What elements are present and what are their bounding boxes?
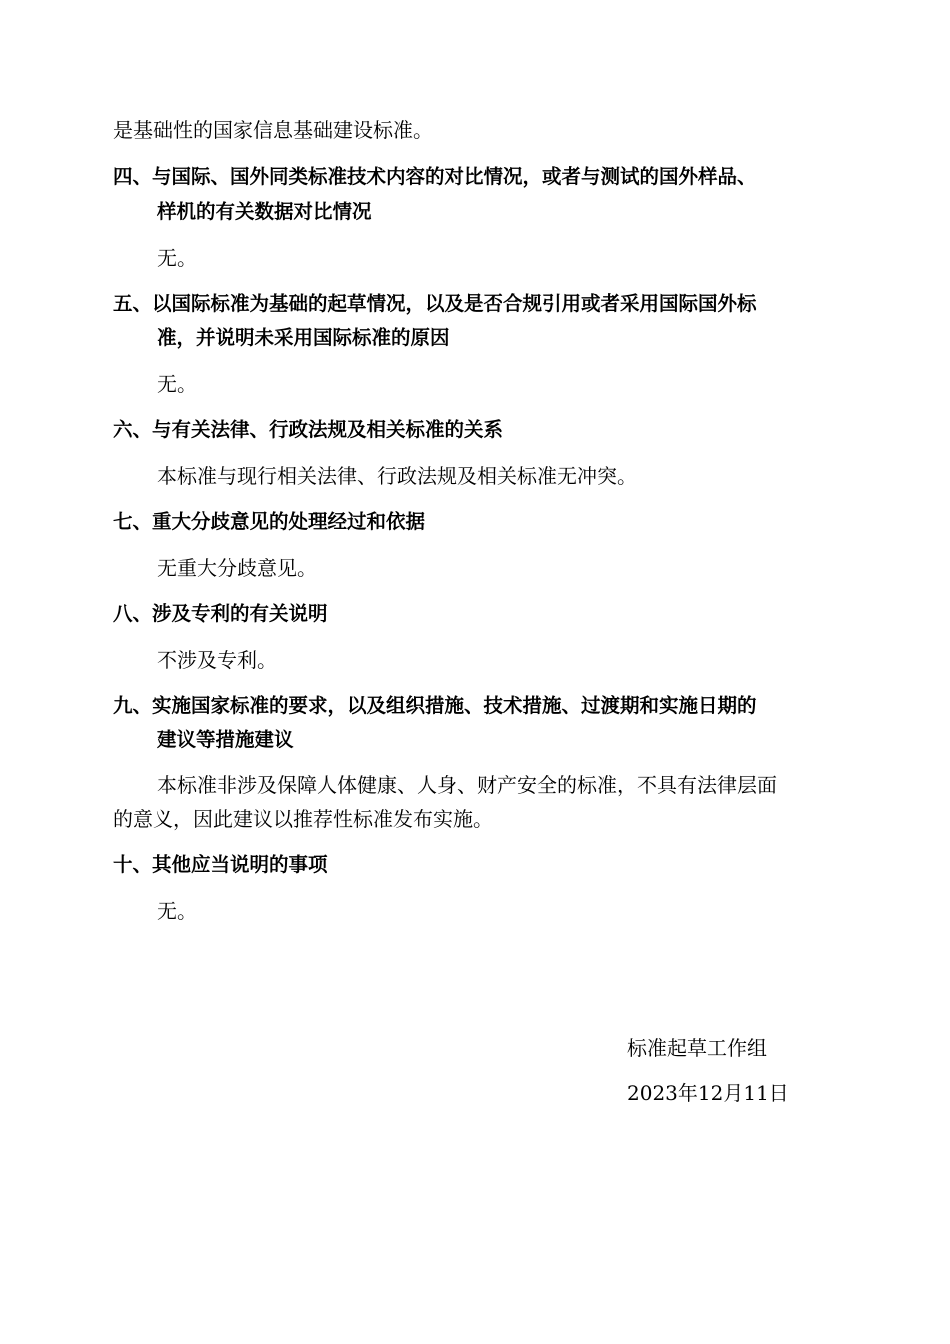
section-7-heading: 七、重大分歧意见的处理经过和依据: [113, 510, 426, 533]
signature-date: 2023年12月11日: [627, 1081, 789, 1105]
intro-tail-text: 是基础性的国家信息基础建设标准。: [113, 118, 433, 142]
section-5-heading-line-2: 准，并说明未采用国际标准的原因: [157, 326, 450, 349]
section-5-body: 无。: [157, 372, 197, 396]
section-4-heading-line-1: 四、与国际、国外同类标准技术内容的对比情况，或者与测试的国外样品、: [113, 165, 757, 188]
section-5-heading-line-1: 五、以国际标准为基础的起草情况，以及是否合规引用或者采用国际国外标: [113, 292, 757, 315]
section-8-heading: 八、涉及专利的有关说明: [113, 602, 328, 625]
section-10-body: 无。: [157, 899, 197, 923]
section-9-body-line-2: 的意义，因此建议以推荐性标准发布实施。: [113, 807, 493, 831]
section-8-body: 不涉及专利。: [157, 648, 277, 672]
section-9-heading-line-2: 建议等措施建议: [157, 728, 294, 751]
section-10-heading: 十、其他应当说明的事项: [113, 853, 328, 876]
section-6-body: 本标准与现行相关法律、行政法规及相关标准无冲突。: [157, 464, 637, 488]
section-4-heading-line-2: 样机的有关数据对比情况: [157, 200, 372, 223]
section-6-heading: 六、与有关法律、行政法规及相关标准的关系: [113, 418, 504, 441]
section-9-body-line-1: 本标准非涉及保障人体健康、人身、财产安全的标准，不具有法律层面: [157, 773, 777, 797]
section-7-body: 无重大分歧意见。: [157, 556, 317, 580]
section-9-heading-line-1: 九、实施国家标准的要求，以及组织措施、技术措施、过渡期和实施日期的: [113, 694, 757, 717]
signature-organization: 标准起草工作组: [627, 1036, 767, 1060]
section-4-body: 无。: [157, 246, 197, 270]
